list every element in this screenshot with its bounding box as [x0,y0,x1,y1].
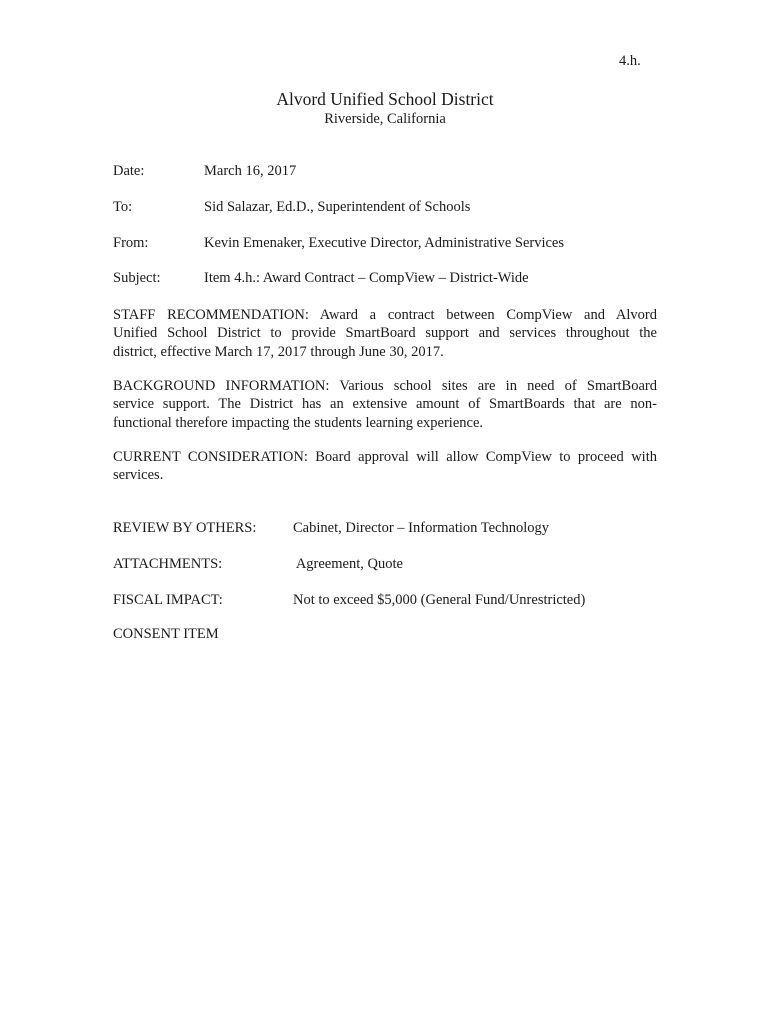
paragraph-line: Unified School District to provide SmartBoard support and services throughout the [113,325,657,342]
review-by-others-value: Cabinet, Director – Information Technology [293,520,550,536]
paragraph-line: STAFF RECOMMENDATION: Award a contract between CompView and Alvord [113,307,657,323]
fiscal-impact-label: FISCAL IMPACT: [113,592,223,608]
district-name: Alvord Unified School District [276,89,494,109]
paragraph-line: BACKGROUND INFORMATION: Various school sites are in need of SmartBoard [113,378,657,394]
to-label: To: [113,199,133,215]
paragraph-line: district, effective March 17, 2017 through June 30, 2017. [113,343,444,360]
subject-label: Subject: [113,270,161,286]
date-value: March 16, 2017 [204,163,297,179]
staff-recommendation-paragraph [113,306,657,361]
consent-item-label: CONSENT ITEM [113,626,219,642]
paragraph-line: functional therefore impacting the students learning experience. [113,414,484,431]
subject-value: Item 4.h.: Award Contract – CompView – District-Wide [204,270,529,286]
current-consideration-paragraph [113,448,657,485]
from-label: From: [113,235,149,251]
agenda-item-number: 4.h. [619,53,641,69]
paragraph-line: service support. The District has an extensive amount of SmartBoards that are non- [113,396,657,413]
paragraph-line: CURRENT CONSIDERATION: Board approval will allow CompView to proceed with [113,449,657,465]
background-information-paragraph [113,377,657,432]
district-location: Riverside, California [324,111,446,127]
date-label: Date: [113,163,145,179]
fiscal-impact-value: Not to exceed $5,000 (General Fund/Unrestricted) [293,592,586,608]
from-value: Kevin Emenaker, Executive Director, Administrative Services [204,235,565,251]
review-by-others-label: REVIEW BY OTHERS: [113,520,257,536]
to-value: Sid Salazar, Ed.D., Superintendent of Schools [204,199,471,215]
paragraph-line: services. [113,467,164,484]
attachments-value: Agreement, Quote [293,556,403,572]
attachments-label: ATTACHMENTS: [113,556,223,572]
